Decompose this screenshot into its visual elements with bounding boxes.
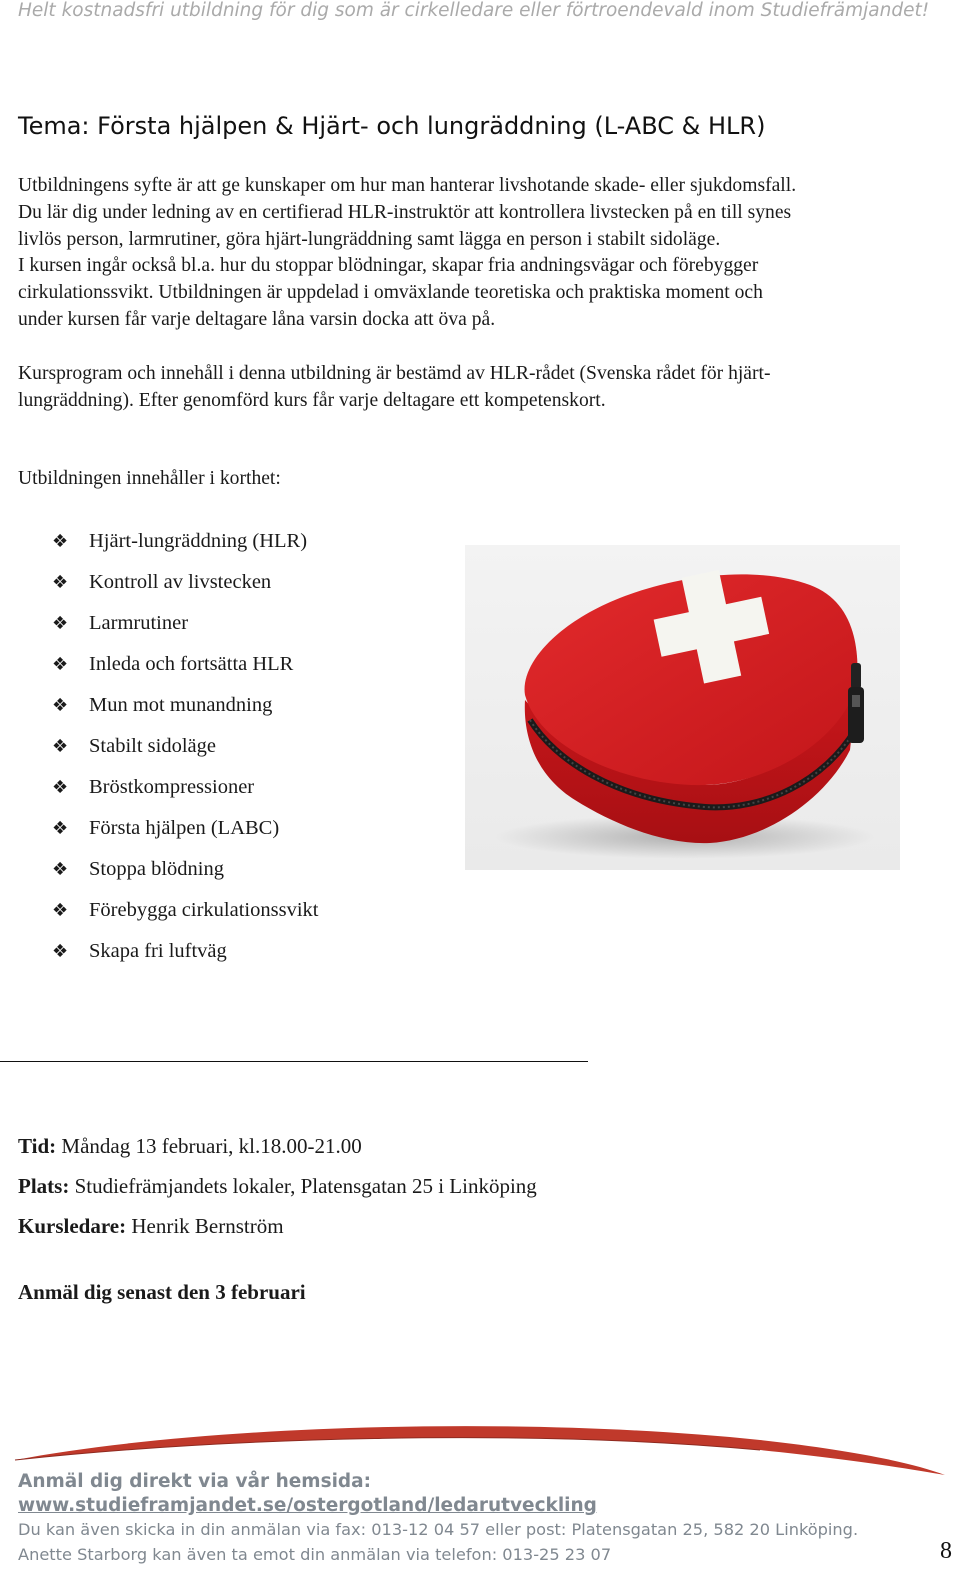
footer-phone: Anette Starborg kan även ta emot din anmälan via telefon: 013-25 23 07 bbox=[18, 1545, 612, 1564]
intro-line: Du lär dig under ledning av en certifierad HLR-instruktör att kontrollera livstecken på en till synes bbox=[18, 201, 792, 223]
topic-label: Bröstkompressioner bbox=[89, 776, 255, 798]
list-item bbox=[52, 562, 318, 603]
time-value: Måndag 13 februari, kl.18.00-21.00 bbox=[61, 1134, 362, 1158]
footer-register-heading: Anmäl dig direkt via vår hemsida: bbox=[18, 1471, 372, 1492]
topic-label: Förebygga cirkulationssvikt bbox=[89, 899, 319, 921]
bullet-icon: ❖ bbox=[52, 613, 69, 634]
topic-label: Kontroll av livstecken bbox=[89, 571, 272, 593]
registration-deadline: Anmäl dig senast den 3 februari bbox=[18, 1280, 306, 1304]
bullet-icon: ❖ bbox=[52, 859, 69, 880]
bullet-icon: ❖ bbox=[52, 941, 69, 962]
header-banner: Helt kostnadsfri utbildning för dig som är cirkelledare eller förtroendevald inom Studiefrämjandet! bbox=[18, 0, 930, 21]
register-link[interactable]: www.studieframjandet.se/ostergotland/ledarutveckling bbox=[18, 1495, 597, 1516]
leader-value: Henrik Bernström bbox=[131, 1214, 284, 1238]
place-row bbox=[18, 1174, 537, 1199]
first-aid-kit-icon bbox=[465, 545, 900, 870]
list-heading: Utbildningen innehåller i korthet: bbox=[18, 468, 281, 489]
first-aid-kit-image bbox=[465, 545, 900, 870]
topic-label: Larmrutiner bbox=[89, 612, 189, 634]
topic-label: Hjärt-lungräddning (HLR) bbox=[89, 530, 308, 552]
list-item bbox=[52, 685, 318, 726]
program-paragraph bbox=[18, 361, 938, 415]
list-item bbox=[52, 931, 318, 972]
leader-row bbox=[18, 1214, 284, 1239]
bullet-icon: ❖ bbox=[52, 736, 69, 757]
list-item bbox=[52, 644, 318, 685]
time-row bbox=[18, 1134, 362, 1159]
list-item bbox=[52, 808, 318, 849]
topic-label: Stabilt sidoläge bbox=[89, 735, 216, 757]
section-divider bbox=[0, 1061, 588, 1062]
intro-line: I kursen ingår också bl.a. hur du stoppar blödningar, skapar fria andningsvägar och förebygger bbox=[18, 255, 759, 277]
topic-label: Mun mot munandning bbox=[89, 694, 273, 716]
list-item bbox=[52, 726, 318, 767]
intro-line: under kursen får varje deltagare låna varsin docka att öva på. bbox=[18, 308, 496, 330]
leader-label: Kursledare: bbox=[18, 1214, 127, 1238]
list-item bbox=[52, 603, 318, 644]
bullet-icon: ❖ bbox=[52, 818, 69, 839]
bullet-icon: ❖ bbox=[52, 572, 69, 593]
page-title: Tema: Första hjälpen & Hjärt- och lungräddning (L-ABC & HLR) bbox=[18, 112, 766, 140]
list-item bbox=[52, 849, 318, 890]
bullet-icon: ❖ bbox=[52, 777, 69, 798]
topic-label: Stoppa blödning bbox=[89, 858, 224, 880]
place-label: Plats: bbox=[18, 1174, 70, 1198]
intro-paragraph bbox=[18, 173, 938, 334]
topic-label: Inleda och fortsätta HLR bbox=[89, 653, 294, 675]
bullet-icon: ❖ bbox=[52, 654, 69, 675]
bullet-icon: ❖ bbox=[52, 900, 69, 921]
place-value: Studiefrämjandets lokaler, Platensgatan 25 i Linköping bbox=[74, 1174, 537, 1198]
list-item bbox=[52, 767, 318, 808]
topic-list bbox=[52, 521, 318, 972]
program-line: Kursprogram och innehåll i denna utbildning är bestämd av HLR-rådet (Svenska rådet för hjärt- bbox=[18, 363, 771, 384]
bullet-icon: ❖ bbox=[52, 695, 69, 716]
list-item bbox=[52, 890, 318, 931]
intro-line: livlös person, larmrutiner, göra hjärt-lungräddning samt lägga en person i stabilt sidoläge. bbox=[18, 228, 721, 250]
time-label: Tid: bbox=[18, 1134, 57, 1158]
footer-fax-post: Du kan även skicka in din anmälan via fax: 013-12 04 57 eller post: Platensgatan 25, 582 20 Linköping. bbox=[18, 1520, 859, 1539]
bullet-icon: ❖ bbox=[52, 531, 69, 552]
topic-label: Skapa fri luftväg bbox=[89, 940, 227, 962]
intro-line: Utbildningens syfte är att ge kunskaper om hur man hanterar livshotande skade- eller sjukdomsfall. bbox=[18, 175, 797, 196]
topic-label: Första hjälpen (LABC) bbox=[89, 817, 280, 839]
program-line: lungräddning). Efter genomförd kurs får varje deltagare ett kompetenskort. bbox=[18, 389, 606, 411]
list-item bbox=[52, 521, 318, 562]
intro-line: cirkulationssvikt. Utbildningen är uppdelad i omväxlande teoretiska och praktiska moment och bbox=[18, 282, 763, 304]
page-number: 8 bbox=[940, 1538, 952, 1564]
